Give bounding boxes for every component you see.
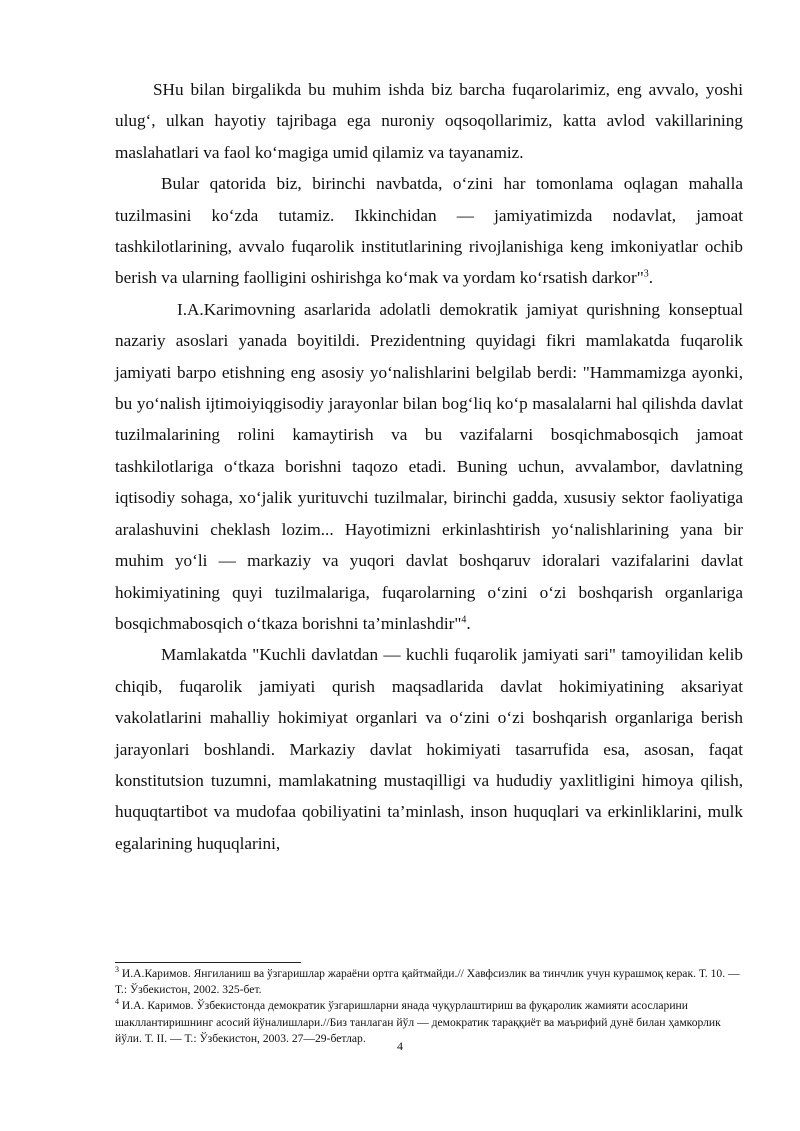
paragraph-4 [115, 639, 743, 859]
footnote-text: И.А. Каримов. Ўзбекистонда демократик ўзгаришларни янада чуқурлаштириш ва фуқаролик жамияти асосларини шакллантиришнинг асосий йўналишлари.//Биз танлаган йўл — демократик тараққиёт ва маърифий дунё билан ҳамкорлик йўли. Т. II. — Т.: Ўзбекистон, 2003. 27—29-бетлар. [115, 999, 721, 1045]
document-body [115, 74, 743, 859]
paragraph-3-tail: . [466, 613, 471, 633]
paragraph-2-tail: . [648, 268, 654, 288]
footnote-3 [115, 966, 743, 998]
footnote-separator [115, 962, 301, 963]
footnote-number: 3 [115, 965, 119, 975]
footnote-ref-4: 4 [461, 614, 467, 626]
footnote-ref-3: 3 [643, 268, 649, 280]
paragraph-2 [115, 168, 743, 294]
page-number: 4 [397, 1039, 403, 1053]
footnotes [115, 966, 743, 1047]
paragraph-3-text: I.A.Karimovning asarlarida adolatli demokratik jamiyat qurishning konseptual nazariy asoslari yanada boyitildi. Prezidentning quyidagi fikri mamlakatda fuqarolik jamiyati barpo etishning eng asosiy yo‘nalishlarini belgilab berdi: "Hammamizga ayonki, bu yo‘nalish ijtimoiyiqgisodiy jarayonlar bilan bog‘liq ko‘p masalalarni hal qilishda davlat tuzilmalarining rolini kamaytirish va bu vazifalarni bosqichmabosqich jamoat tashkilotlariga o‘tkaza borishni taqozo etadi. Buning uchun, avvalambor, davlatning iqtisodiy sohaga, xo‘jalik yurituvchi tuzilmalar, birinchi gadda, xususiy sektor faoliyatiga aralashuvini cheklash lozim... Hayotimizni erkinlashtirish yo‘nalishlarining yana bir muhim yo‘li — markaziy va yuqori davlat boshqaruv idoralari vazifalarini davlat hokimiyatining quyi tuzilmalariga, fuqarolarning o‘zini o‘zi boshqarish organlariga bosqichmabosqich o‘tkaza borishni ta’minlashdir" [115, 299, 743, 633]
paragraph-2-text: Bular qatorida biz, birinchi navbatda, o‘zini har tomonlama oqlagan mahalla tuzilmasini ko‘zda tutamiz. Ikkinchidan — jamiyatimizda nodavlat, jamoat tashkilotlarining, avvalo fuqarolik institutlarining rivojlanishiga keng imkoniyatlar ochib berish va ularning faolligini oshirishga ko‘mak va yordam ko‘rsatish darkor" [115, 174, 743, 288]
footnote-text: И.А.Каримов. Янгиланиш ва ўзгаришлар жараёни ортга қайтмайди.// Хавфсизлик ва тинчлик учун курашмоқ керак. Т. 10. — Т.: Ўзбекистон, 2002. 325-бет. [115, 967, 740, 997]
paragraph-4-text: Mamlakatda "Kuchli davlatdan — kuchli fuqarolik jamiyati sari" tamoyilidan kelib chiqib, fuqarolik jamiyati qurish maqsadlarida davlat hokimiyatining aksariyat vakolatlarini mahalliy hokimiyat organlari va o‘zini o‘zi boshqarish organlariga berish jarayonlari boshlandi. Markaziy davlat hokimiyati tasarrufida esa, asosan, faqat konstitutsion tuzumni, mamlakatning mustaqilligi va hududiy yaxlitligini himoya qilish, huquqtartibot va mudofaa qobiliyatini ta’minlash, inson huquqlari va erkinliklarini, mulk egalarining huquqlarini, [115, 645, 743, 853]
paragraph-1-text: SHu bilan birgalikda bu muhim ishda biz barcha fuqarolarimiz, eng avvalo, yoshi ulug‘, ulkan hayotiy tajribaga ega nuroniy oqsoqollarimiz, katta avlod vakillarining maslahatlari va faol ko‘magiga umid qilamiz va tayanamiz. [115, 80, 743, 162]
paragraph-3 [115, 294, 743, 639]
footnote-number: 4 [115, 997, 119, 1007]
paragraph-1 [115, 74, 743, 168]
